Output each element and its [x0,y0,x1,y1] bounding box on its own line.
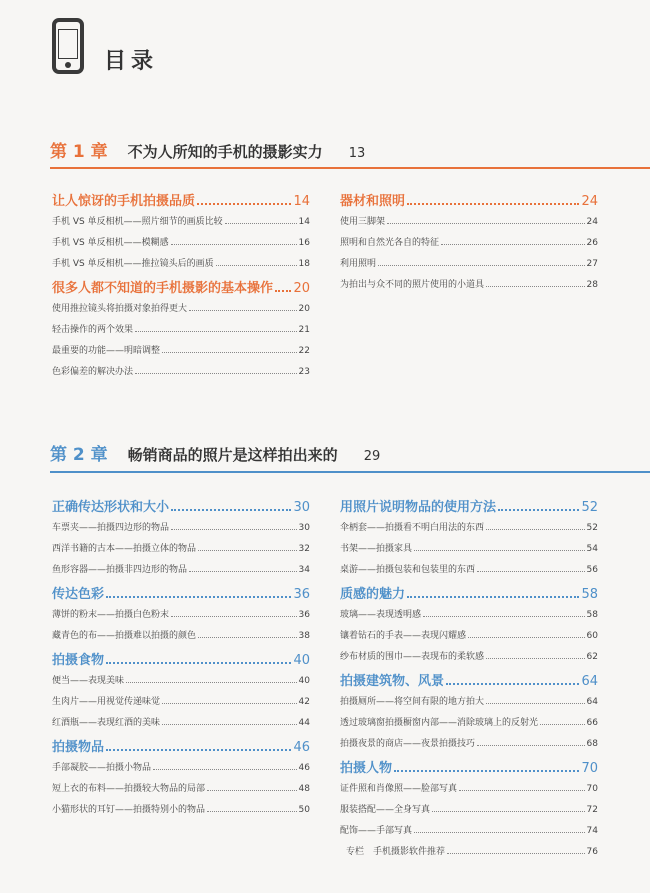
section-page: 40 [293,653,310,668]
section-page: 58 [581,587,598,602]
item-title: 便当——表现美味 [52,676,125,686]
toc-section[interactable] [340,670,598,694]
dot-leader [162,724,297,725]
dot-leader [207,811,297,812]
dot-leader [459,790,585,791]
dot-leader [171,244,297,245]
item-title: 使用推拉镜头将拍摄对象拍得更大 [52,304,188,314]
item-page: 66 [586,718,598,728]
chapter-page: 13 [348,146,366,161]
toc-item[interactable] [52,694,310,715]
dot-leader [378,265,585,266]
toc-item[interactable] [340,715,598,736]
item-title: 伞柄套——拍摄看不明白用法的东西 [340,523,485,533]
chapter-2-left-column [52,496,310,823]
toc-item[interactable] [340,235,598,256]
chapter-1-rule [50,167,650,169]
item-title: 色彩偏差的解决办法 [52,367,134,377]
item-title: 手机 VS 单反相机——模糊感 [52,238,169,248]
toc-item[interactable] [52,322,310,343]
dot-leader [162,352,297,353]
item-title: 玻璃——表现透明感 [340,610,422,620]
dot-leader [486,529,585,530]
dot-leader [498,509,579,511]
dot-leader [171,616,297,617]
item-page: 44 [298,718,310,728]
section-title: 传达色彩 [52,587,105,602]
toc-item[interactable] [52,715,310,736]
dot-leader [275,290,291,292]
item-title: 薄饼的粉末——拍摄白色粉末 [52,610,170,620]
toc-item[interactable] [340,694,598,715]
dot-leader [171,509,291,511]
chapter-2-rule [50,471,650,473]
item-page: 54 [586,544,598,554]
item-title: 手部凝胶——拍摄小物品 [52,763,152,773]
toc-item[interactable] [52,235,310,256]
item-page: 23 [298,367,310,377]
dot-leader [414,832,585,833]
chapter-1-left-column [52,190,310,385]
toc-section[interactable] [52,736,310,760]
dot-leader [198,550,297,551]
item-page: 34 [298,565,310,575]
chapter-page: 29 [363,449,381,464]
item-page: 76 [586,847,598,857]
item-page: 27 [586,259,598,269]
item-title: 手机 VS 单反相机——照片细节的画质比较 [52,217,223,227]
item-title: 红酒瓶——表现红酒的美味 [52,718,161,728]
toc-section[interactable] [340,757,598,781]
toc-item[interactable] [52,541,310,562]
toc-item[interactable] [52,607,310,628]
section-title: 拍摄食物 [52,653,105,668]
section-page: 52 [581,500,598,515]
dot-leader [216,265,297,266]
dot-leader [486,286,585,287]
dot-leader [171,529,297,530]
toc-item[interactable] [340,607,598,628]
toc-section[interactable] [52,583,310,607]
item-title: 短上衣的布料——拍摄较大物品的局部 [52,784,206,794]
item-page: 14 [298,217,310,227]
item-page: 42 [298,697,310,707]
item-title: 专栏 手机摄影软件推荐 [346,847,446,857]
item-page: 64 [586,697,598,707]
item-page: 28 [586,280,598,290]
section-title: 拍摄物品 [52,740,105,755]
item-page: 26 [586,238,598,248]
phone-icon [52,18,84,74]
toc-item[interactable] [340,256,598,277]
dot-leader [197,203,291,205]
dot-leader [414,550,585,551]
item-title: 藏青色的布——拍摄难以拍摄的颜色 [52,631,197,641]
section-page: 46 [293,740,310,755]
item-title: 轻击操作的两个效果 [52,325,134,335]
chapter-label: 第 1 章 [50,142,108,162]
section-title: 很多人都不知道的手机摄影的基本操作 [52,281,274,296]
item-page: 56 [586,565,598,575]
dot-leader [477,571,585,572]
toc-item[interactable] [52,802,310,823]
dot-leader [106,596,291,598]
section-page: 24 [581,194,598,209]
item-title: 配饰——手部写真 [340,826,413,836]
toc-section[interactable] [52,649,310,673]
chapter-1-right-column [340,190,598,298]
item-title: 拍摄厕所——将空间有限的地方拍大 [340,697,485,707]
dot-leader [477,745,585,746]
toc-section[interactable] [52,277,310,301]
item-page: 21 [298,325,310,335]
section-title: 器材和照明 [340,194,406,209]
dot-leader [135,373,297,374]
item-page: 38 [298,631,310,641]
toc-section[interactable] [52,190,310,214]
toc-section[interactable] [52,496,310,520]
toc-item[interactable] [340,628,598,649]
toc-item[interactable] [52,781,310,802]
toc-item[interactable] [340,277,598,298]
dot-leader [446,683,579,685]
dot-leader [153,769,297,770]
toc-item[interactable] [52,673,310,694]
item-page: 50 [298,805,310,815]
dot-leader [486,658,585,659]
item-title: 照明和自然光各自的特征 [340,238,440,248]
dot-leader [106,749,291,751]
section-page: 30 [293,500,310,515]
item-page: 22 [298,346,310,356]
dot-leader [486,703,585,704]
dot-leader [225,223,297,224]
section-page: 20 [293,281,310,296]
toc-item[interactable] [52,214,310,235]
section-title: 拍摄人物 [340,761,393,776]
toc-item[interactable] [340,562,598,583]
item-page: 16 [298,238,310,248]
toc-item[interactable] [52,628,310,649]
item-title: 服装搭配——全身写真 [340,805,431,815]
item-title: 最重要的功能——明暗调整 [52,346,161,356]
item-page: 32 [298,544,310,554]
section-page: 14 [293,194,310,209]
item-page: 48 [298,784,310,794]
toc-item[interactable] [52,562,310,583]
item-title: 纱布材质的围巾——表现布的柔软感 [340,652,485,662]
toc-item[interactable] [52,301,310,322]
toc-section[interactable] [340,190,598,214]
item-title: 桌游——拍摄包装和包装里的东西 [340,565,476,575]
item-title: 车票夹——拍摄四边形的物品 [52,523,170,533]
dot-leader [441,244,585,245]
chapter-name: 畅销商品的照片是这样拍出来的 [127,446,338,464]
toc-item[interactable] [52,343,310,364]
item-title: 为拍出与众不同的照片使用的小道具 [340,280,485,290]
item-page: 36 [298,610,310,620]
dot-leader [198,637,297,638]
item-title: 鱼形容器——拍摄非四边形的物品 [52,565,188,575]
toc-item[interactable] [52,364,310,385]
chapter-1-heading [50,137,365,162]
dot-leader [468,637,585,638]
dot-leader [189,310,297,311]
chapter-name: 不为人所知的手机的摄影实力 [127,143,323,161]
toc-section[interactable] [340,496,598,520]
toc-item[interactable] [340,520,598,541]
item-page: 62 [586,652,598,662]
toc-item[interactable] [340,736,598,757]
item-page: 18 [298,259,310,269]
item-title: 西洋书籍的古本——拍摄立体的物品 [52,544,197,554]
section-title: 让人惊讶的手机拍摄品质 [52,194,196,209]
dot-leader [135,331,297,332]
chapter-2-heading [50,440,380,465]
section-page: 64 [581,674,598,689]
dot-leader [540,724,585,725]
item-title: 拍摄夜景的商店——夜景拍摄技巧 [340,739,476,749]
item-title: 书架——拍摄家具 [340,544,413,554]
section-page: 36 [293,587,310,602]
item-page: 24 [586,217,598,227]
item-title: 证件照和肖像照——脸部写真 [340,784,458,794]
item-page: 40 [298,676,310,686]
item-page: 68 [586,739,598,749]
toc-item[interactable] [52,520,310,541]
dot-leader [106,662,291,664]
dot-leader [126,682,297,683]
dot-leader [407,203,579,205]
item-title: 手机 VS 单反相机——推拉镜头后的画质 [52,259,214,269]
dot-leader [423,616,585,617]
section-title: 正确传达形状和大小 [52,500,170,515]
toc-item[interactable] [340,802,598,823]
item-title: 小猫形状的耳钉——拍摄特别小的物品 [52,805,206,815]
dot-leader [407,596,579,598]
dot-leader [162,703,297,704]
item-page: 58 [586,610,598,620]
item-page: 20 [298,304,310,314]
item-title: 透过玻璃窗拍摄橱窗内部——消除玻璃上的反射光 [340,718,539,728]
item-title: 生肉片——用视觉传递味觉 [52,697,161,707]
toc-item[interactable] [52,760,310,781]
dot-leader [387,223,585,224]
page-title: 目录 [104,49,159,74]
item-page: 52 [586,523,598,533]
toc-item[interactable] [340,649,598,670]
toc-item[interactable] [340,541,598,562]
item-page: 70 [586,784,598,794]
toc-item[interactable] [340,844,598,865]
item-title: 利用照明 [340,259,377,269]
toc-item[interactable] [340,823,598,844]
section-title: 质感的魅力 [340,587,406,602]
item-page: 30 [298,523,310,533]
toc-item[interactable] [340,214,598,235]
dot-leader [394,770,579,772]
section-page: 70 [581,761,598,776]
item-page: 60 [586,631,598,641]
item-page: 46 [298,763,310,773]
section-title: 用照片说明物品的使用方法 [340,500,497,515]
toc-item[interactable] [52,256,310,277]
item-title: 使用三脚架 [340,217,386,227]
chapter-label: 第 2 章 [50,445,108,465]
toc-section[interactable] [340,583,598,607]
chapter-2-right-column [340,496,598,865]
toc-item[interactable] [340,781,598,802]
dot-leader [207,790,297,791]
item-title: 镶着钻石的手表——表现闪耀感 [340,631,467,641]
dot-leader [447,853,585,854]
item-page: 72 [586,805,598,815]
item-page: 74 [586,826,598,836]
section-title: 拍摄建筑物、风景 [340,674,445,689]
dot-leader [189,571,297,572]
dot-leader [432,811,585,812]
